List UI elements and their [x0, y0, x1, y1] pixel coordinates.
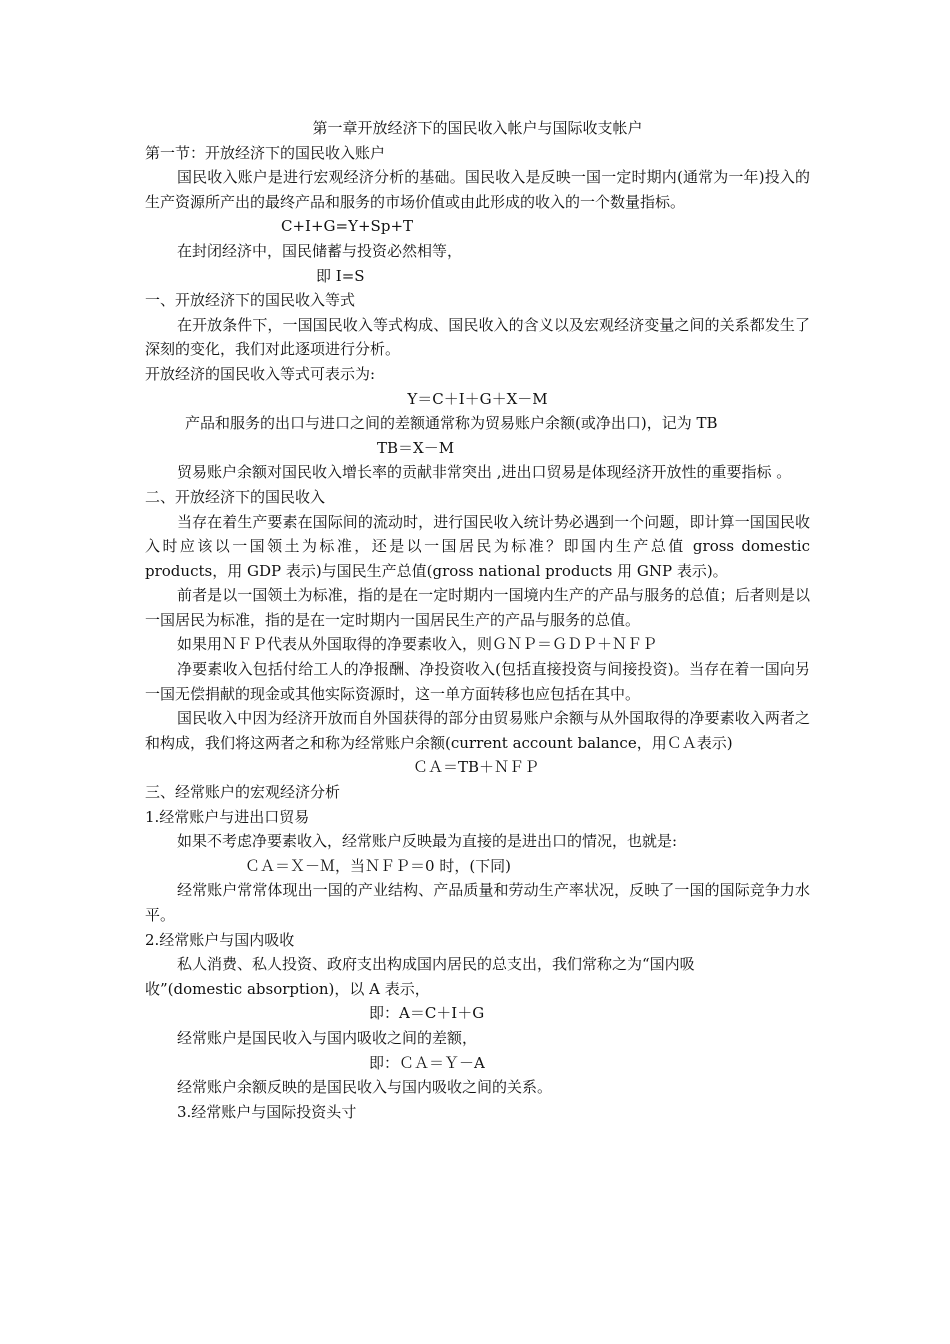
equation: Y＝C＋I＋G＋X－M [407, 389, 548, 408]
equation: 即：ＣＡ＝Ｙ－A [369, 1053, 485, 1072]
paragraph: 收”(domestic absorption)，以 A 表示， [145, 979, 430, 998]
subsection-heading: 一、开放经济下的国民收入等式 [145, 291, 356, 310]
subsection-heading: 三、经常账户的宏观经济分析 [145, 783, 341, 802]
paragraph: 私人消费、私人投资、政府支出构成国内居民的总支出，我们常称之为“国内吸 [177, 955, 695, 974]
subsection-heading: 二、开放经济下的国民收入 [145, 487, 326, 506]
subsection-heading: 3.经常账户与国际投资头寸 [177, 1102, 357, 1121]
paragraph: 经常账户常常体现出一国的产业结构、产品质量和劳动生产率状况，反映了一国的国际竞争力水平。 [145, 881, 810, 924]
equation: 即：A＝C＋I＋G [369, 1004, 485, 1023]
paragraph: 产品和服务的出口与进口之间的差额通常称为贸易账户余额(或净出口)，记为 TB [185, 414, 718, 433]
paragraph: 在封闭经济中，国民储蓄与投资必然相等， [177, 241, 463, 260]
chapter-title: 第一章开放经济下的国民收入帐户与国际收支帐户 [312, 119, 643, 137]
paragraph: 国民收入账户是进行宏观经济分析的基础。国民收入是反映一国一定时期内(通常为一年)投入的生产资源所产出的最终产品和服务的市场价值或由此形成的收入的一个数量指标。 [145, 168, 810, 211]
paragraph: 经常账户是国民收入与国内吸收之间的差额， [177, 1028, 478, 1047]
paragraph: 当存在着生产要素在国际间的流动时，进行国民收入统计势必遇到一个问题，即计算一国国民收入时应该以一国领土为标准，还是以一国居民为标准？即国内生产总值 gross domestic products，用 GDP 表示)与国民生产总值(gross national products 用 GNP 表示)。 [145, 512, 810, 580]
subsection-heading: 1.经常账户与进出口贸易 [145, 807, 310, 826]
equation: 即 I=S [316, 266, 365, 285]
paragraph: 净要素收入包括付给工人的净报酬、净投资收入(包括直接投资与间接投资)。当存在着一国向另一国无偿捐献的现金或其他实际资源时，这一单方面转移也应包括在其中。 [145, 660, 810, 703]
paragraph: 国民收入中因为经济开放而自外国获得的部分由贸易账户余额与从外国取得的净要素收入两者之和构成，我们将这两者之和称为经常账户余额(current account balance，用ＣＡ表示) [145, 709, 810, 752]
paragraph: 开放经济的国民收入等式可表示为: [145, 364, 376, 383]
paragraph: 经常账户余额反映的是国民收入与国内吸收之间的关系。 [177, 1078, 553, 1097]
subsection-heading: 2.经常账户与国内吸收 [145, 930, 295, 949]
equation: TB＝X－M [377, 438, 455, 457]
equation: C+I+G=Y+Sp+T [281, 217, 414, 236]
paragraph: 前者是以一国领土为标准，指的是在一定时期内一国境内生产的产品与服务的总值；后者则是以一国居民为标准，指的是在一定时期内一国居民生产的产品与服务的总值。 [145, 586, 810, 629]
paragraph: 贸易账户余额对国民收入增长率的贡献非常突出 ,进出口贸易是体现经济开放性的重要指标 。 [177, 463, 792, 482]
paragraph: 如果不考虑净要素收入，经常账户反映最为直接的是进出口的情况，也就是: [177, 832, 678, 851]
equation: ＣＡ＝TB＋ＮＦＰ [413, 758, 540, 777]
section-heading: 第一节：开放经济下的国民收入账户 [145, 143, 386, 162]
paragraph: 如果用ＮＦＰ代表从外国取得的净要素收入，则ＧＮＰ＝ＧＤＰ＋ＮＦＰ [177, 635, 658, 654]
document-page [145, 116, 810, 1124]
equation: ＣＡ＝Ｘ－Ｍ，当ＮＦＰ＝0 时，(下同) [245, 856, 512, 875]
paragraph: 在开放条件下，一国国民收入等式构成、国民收入的含义以及宏观经济变量之间的关系都发生了深刻的变化，我们对此逐项进行分析。 [145, 315, 810, 359]
